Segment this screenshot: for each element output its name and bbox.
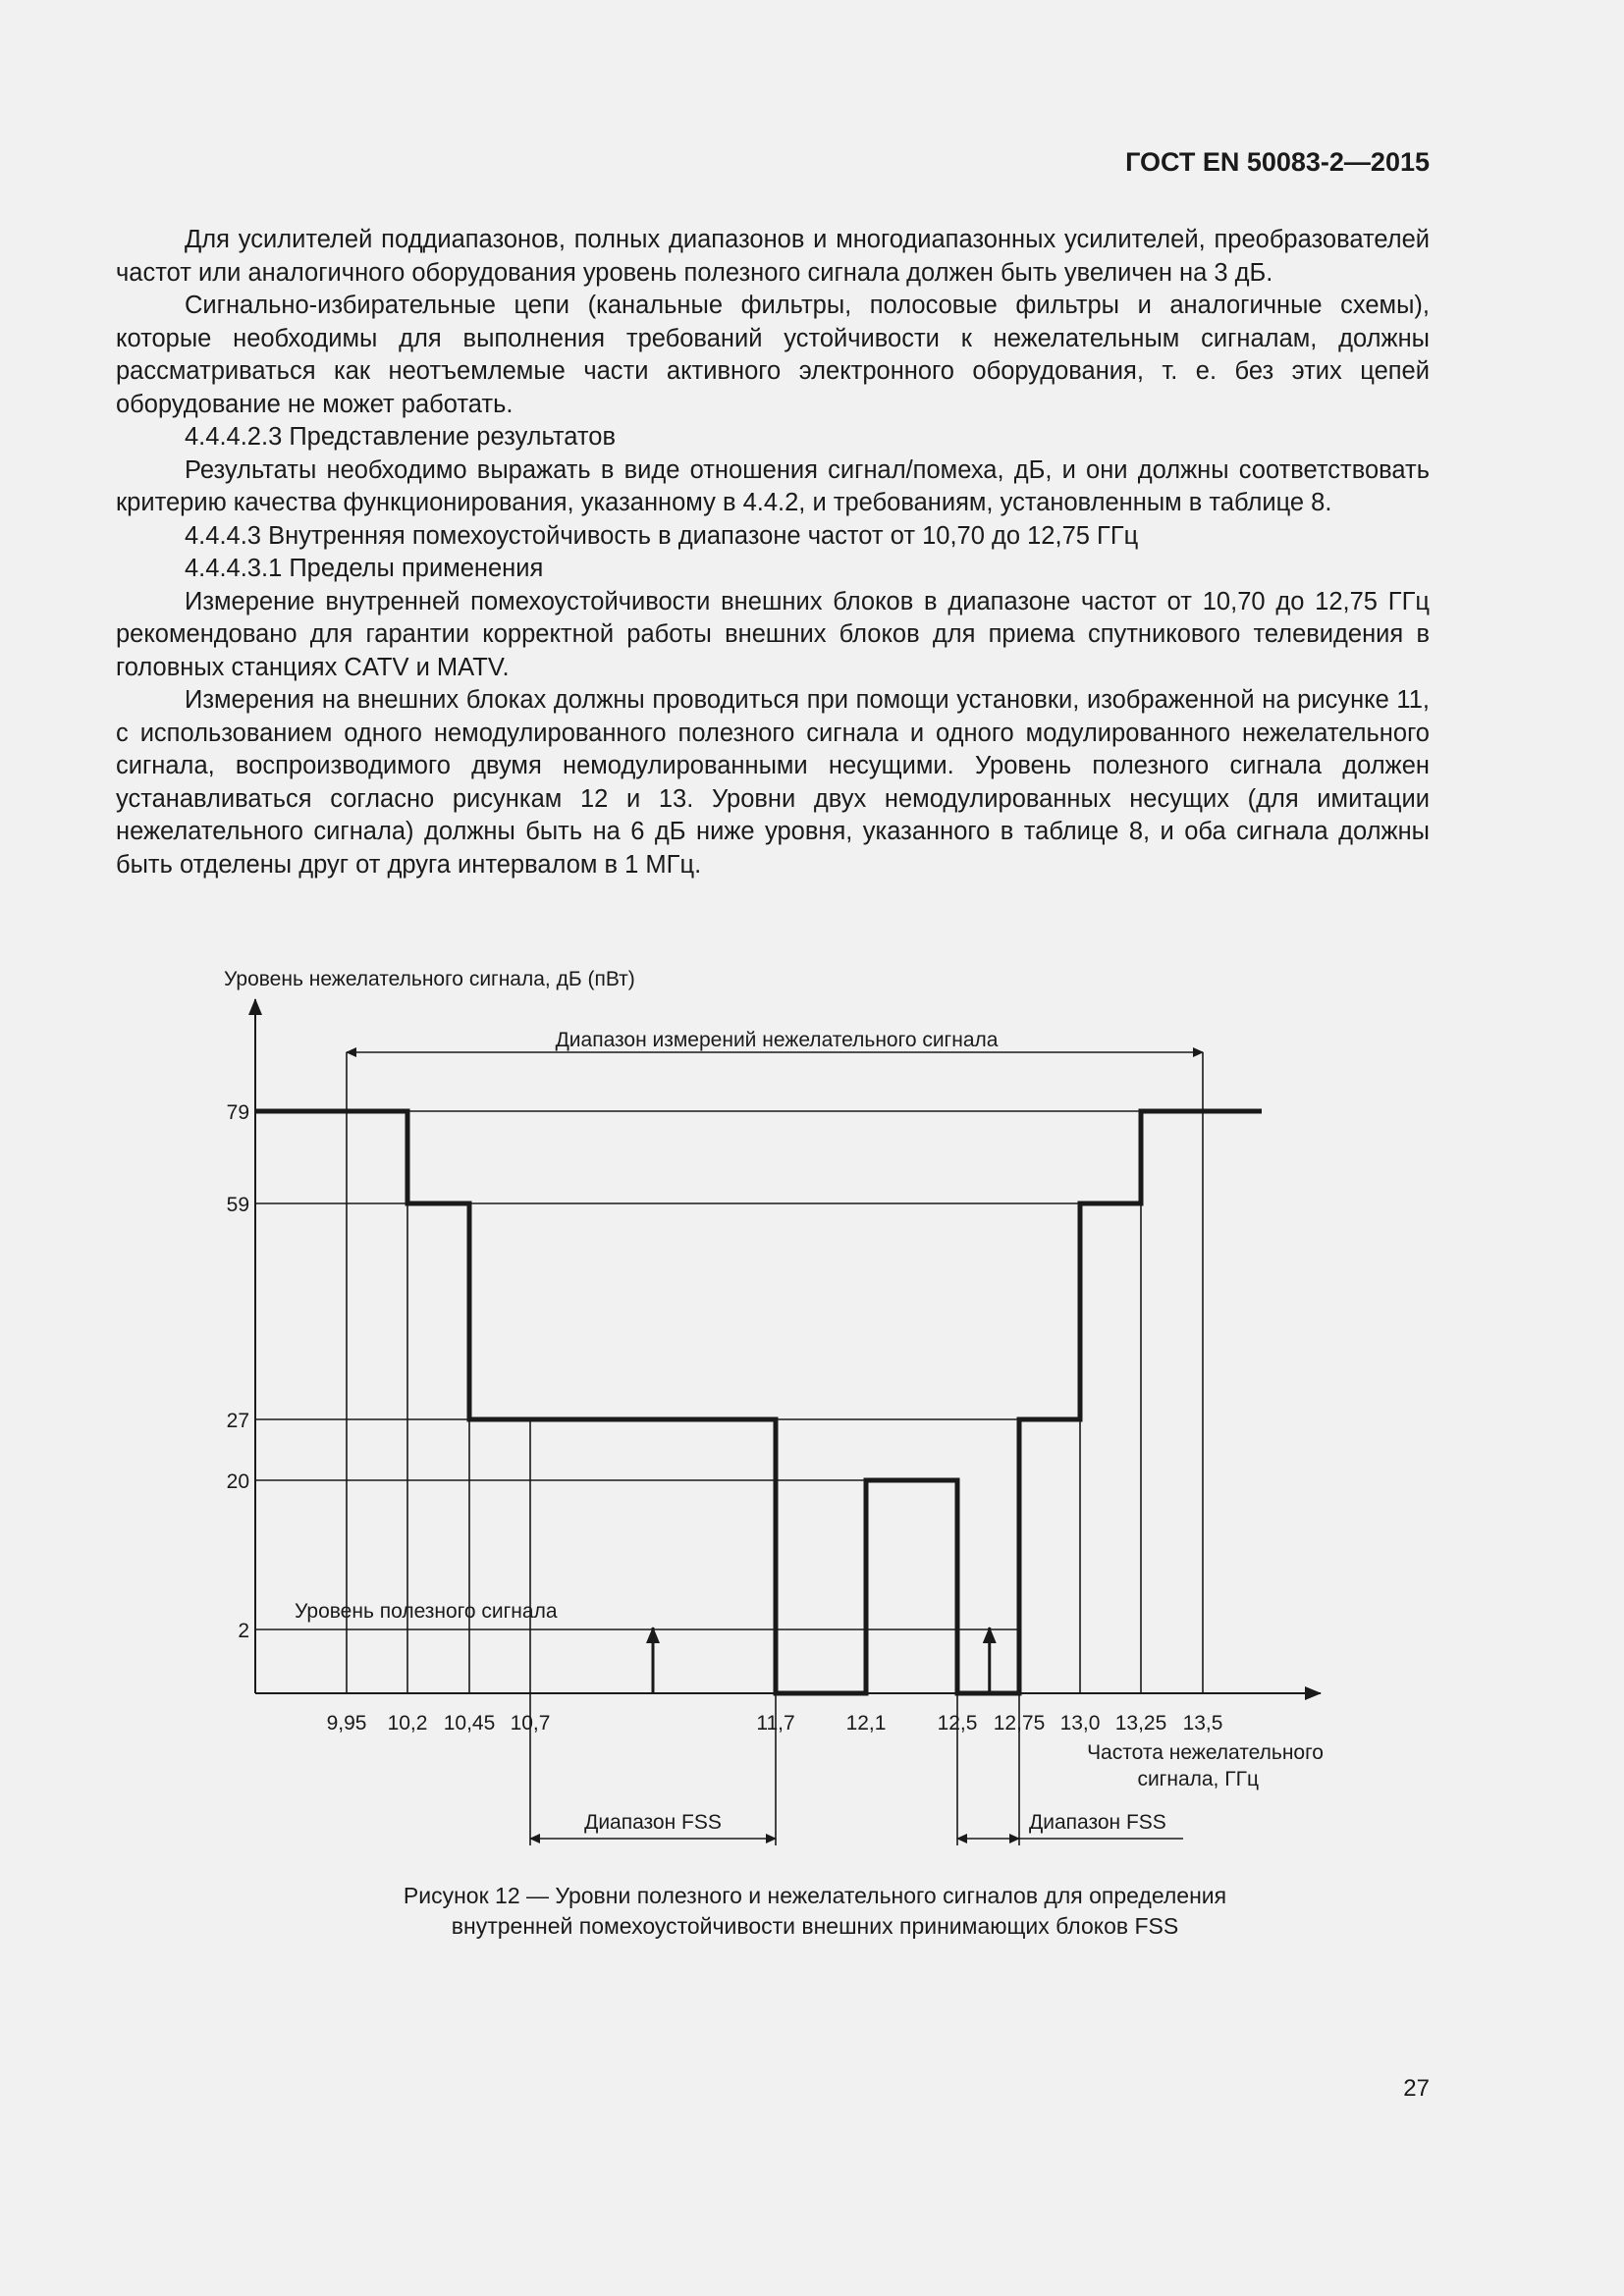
x-tick-label: 13,5 [1182,1712,1223,1735]
section-heading: 4.4.4.2.3 Представление результатов [185,423,616,451]
y-tick-label: 59 [226,1194,249,1216]
y-tick-label: 27 [226,1410,249,1432]
fss-range-label: Диапазон FSS [584,1811,722,1834]
y-tick-label: 79 [226,1101,249,1124]
section-heading: 4.4.4.3.1 Пределы применения [185,555,544,582]
x-tick-label: 12,75 [993,1712,1046,1735]
y-axis-title: Уровень нежелательного сигнала, дБ (пВт) [224,968,635,990]
fss-range-label: Диапазон FSS [1029,1811,1166,1834]
y-tick-label: 2 [238,1620,249,1642]
page-number: 27 [1403,2075,1430,2102]
x-axis-title: Частота нежелательного [1087,1741,1324,1764]
x-tick-label: 13,25 [1114,1712,1167,1735]
wanted-signal-label: Уровень полезного сигнала [295,1600,558,1623]
paragraph: Измерение внутренней помехоустойчивости внешних блоков в диапазоне частот от 10,70 до 12,75 ГГц рекомендовано для гарантии корректной работы внешних блоков для приема спутникового телевидения в головных станциях CATV и MATV. [116,587,1430,681]
document-code: ГОСТ EN 50083-2—2015 [1125,147,1430,177]
caption-line: внутренней помехоустойчивости внешних принимающих блоков FSS [451,1913,1179,1939]
x-tick-label: 11,7 [756,1712,795,1735]
body-text [116,224,1430,881]
paragraph: Для усилителей поддиапазонов, полных диапазонов и многодиапазонных усилителей, преобразователей частот или аналогичного оборудования уровень полезного сигнала должен быть увеличен на 3 дБ. [116,226,1430,287]
x-tick-label: 9,95 [326,1712,367,1735]
section-heading: 4.4.4.3 Внутренняя помехоустойчивость в диапазоне частот от 10,70 до 12,75 ГГц [185,521,1139,550]
paragraph: Сигнально-избирательные цепи (канальные фильтры, полосовые фильтры и аналогичные схемы), которые необходимы для выполнения требований устойчивости к нежелательным сигналам, должны рассматриваться как неотъемлемые части активного электронного оборудования, т. е. без этих цепей оборудование не может работать. [116,292,1430,418]
measurement-range-label: Диапазон измерений нежелательного сигнала [555,1029,999,1051]
figure-caption [196,1881,1434,1942]
x-tick-label: 10,2 [387,1712,428,1735]
paragraph: Результаты необходимо выражать в виде отношения сигнал/помеха, дБ, и они должны соответствовать критерию качества функционирования, указанному в 4.4.2, и требованиям, установленным в таблице 8. [116,455,1430,516]
caption-line: Рисунок 12 — Уровни полезного и нежелательного сигналов для определения [403,1883,1227,1908]
x-tick-label: 13,0 [1059,1712,1101,1735]
x-tick-label: 12,1 [845,1712,887,1735]
level-chart [0,962,1624,1875]
figure-12 [0,962,1624,1880]
x-axis-title: сигнала, ГГц [1137,1768,1259,1790]
paragraph: Измерения на внешних блоках должны проводиться при помощи установки, изображенной на рисунке 11, с использованием одного немодулированного полезного сигнала и одного модулированного нежелательного сигнала, воспроизводимого двумя немодулированными несущими. Уровень полезного сигнала должен устанавливаться согласно рисункам 12 и 13. Уровни двух немодулированных несущих (для имитации нежелательного сигнала) должны быть на 6 дБ ниже уровня, указанного в таблице 8, и оба сигнала должны быть отделены друг от друга интервалом в 1 МГц. [116,686,1430,879]
x-tick-label: 10,45 [443,1712,496,1735]
x-tick-label: 12,5 [937,1712,978,1735]
x-tick-label: 10,7 [510,1712,551,1735]
y-tick-label: 20 [226,1470,249,1493]
